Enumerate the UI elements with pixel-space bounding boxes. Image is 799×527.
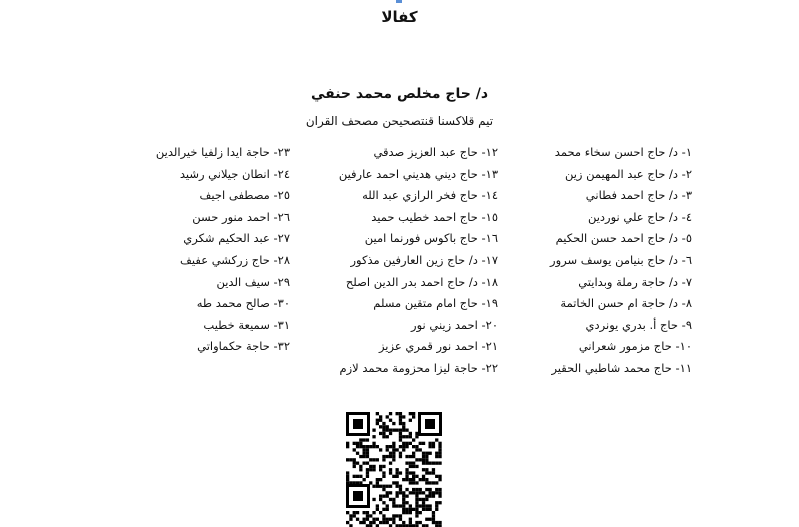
list-item: ٤- د/ حاج علي نوردين (587, 209, 692, 224)
list-item: ٢٩- سيف الدين (216, 274, 290, 289)
page-marker (396, 0, 402, 3)
names-column-left (130, 142, 290, 358)
qr-code-icon (344, 410, 444, 527)
page-heading: كفالا (381, 8, 418, 26)
names-column-middle (318, 142, 498, 380)
list-item: ٦- د/ حاج بنيامن يوسف سرور (550, 252, 692, 267)
list-item: ٨- د/ حاجة ام حسن الخاتمة (560, 296, 692, 311)
list-item: ٧- د/ حاجة رملة وبدايتي (578, 274, 692, 289)
list-item: ٢٤- انطان جيلاني رشيد (179, 166, 290, 181)
list-item: ٩- حاج أ. بدري يونردي (585, 317, 692, 332)
list-item: ١٧- د/ حاج زين العارفين مذكور (350, 252, 498, 267)
list-item: ١٨- د/ حاج احمد بدر الدين اصلح (345, 274, 498, 289)
list-item: ٣١- سميعة خطيب (203, 317, 290, 332)
list-item: ٥- د/ حاج احمد حسن الحكيم (555, 231, 692, 246)
list-item: ٣- د/ حاج احمد فطاني (585, 188, 692, 203)
list-item: ٢٥- مصطفى اجيف (199, 188, 290, 203)
list-item: ٢٣- حاجة ايدا زلفيا خيرالدين (155, 145, 290, 159)
list-item: ٢٠- احمد زيني نور (411, 317, 498, 332)
list-item: ٢٨- حاج زركشي عفيف (180, 252, 290, 267)
list-item: ١٥- حاج احمد خطيب حميد (371, 209, 498, 224)
list-item: ١٩- حاج امام متقين مسلم (373, 296, 498, 311)
list-item: ١- د/ حاج احسن سخاء محمد (554, 145, 692, 159)
list-item: ١٠- حاج مزمور شعراني (578, 339, 692, 354)
team-title: تيم قلاكسنا قنتصحيحن مصحف القران (305, 114, 494, 128)
list-item: ٣٢- حاجة حكماواتي (197, 339, 290, 354)
list-item: ٢٦- احمد منور حسن (192, 209, 290, 224)
list-item: ١٤- حاج فخر الرازي عبد الله (362, 188, 498, 203)
list-item: ١٢- حاج عبد العزيز صدقي (373, 145, 498, 159)
list-item: ٢٧- عبد الحكيم شكري (183, 231, 290, 246)
names-column-right (540, 142, 692, 380)
list-item: ٢- د/ حاج عبد المهيمن زين (564, 166, 692, 181)
list-item: ١١- حاج محمد شاطبي الحقير (551, 360, 692, 375)
list-item: ٣٠- صالح محمد طه (196, 296, 290, 311)
list-item: ١٣- حاج ديني هديني احمد عارفين (338, 166, 498, 181)
list-item: ٢١- احمد نور قمري عزيز (378, 339, 498, 354)
list-item: ٢٢- حاجة ليزا محزومة محمد لازم (339, 360, 498, 375)
list-item: ١٦- حاج باكوس فورنما امين (364, 231, 498, 246)
chief-editor-name: د/ حاج مخلص محمد حنفي (310, 86, 489, 102)
